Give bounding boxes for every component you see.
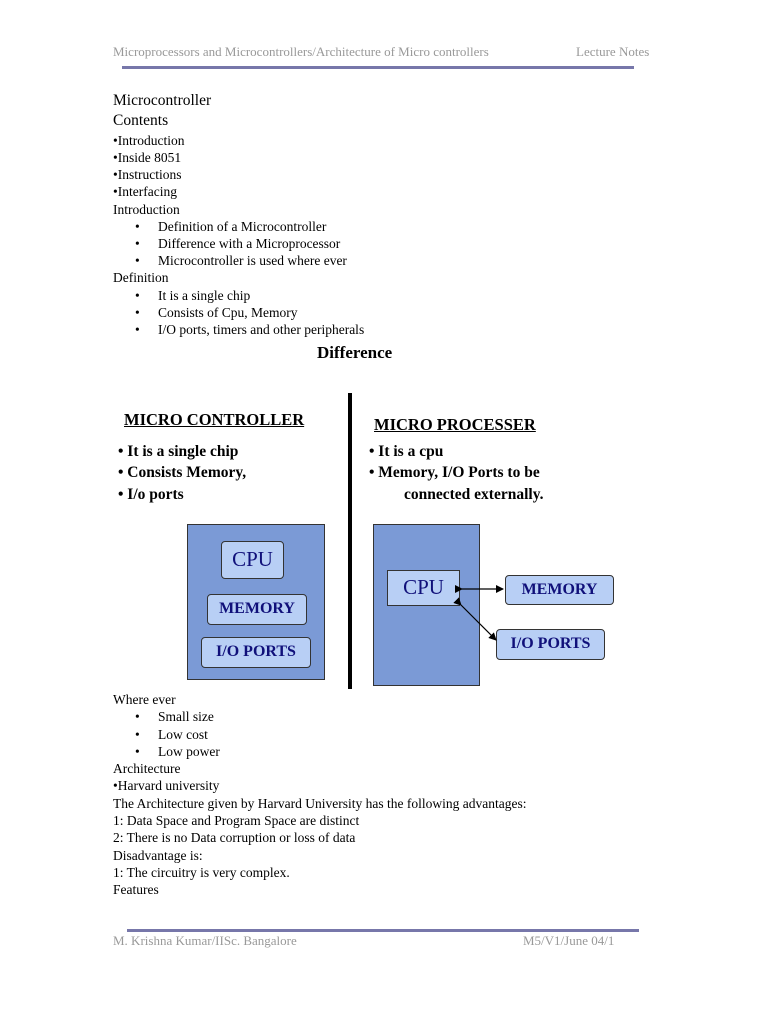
intro-item: • Difference with a Microprocessor [135,236,341,251]
contents-item: •Instructions [113,167,182,182]
intro-item: • Definition of a Microcontroller [135,219,327,234]
processer-point: • It is a cpu [369,443,444,460]
architecture-heading: Architecture [113,761,181,776]
processer-point: • Memory, I/O Ports to be [369,464,540,481]
micro-processer-title: MICRO PROCESSER [374,415,536,434]
controller-point: • It is a single chip [118,443,239,460]
controller-memory-box: MEMORY [207,594,307,625]
whereever-item: • Low cost [135,727,208,742]
footer-rule [127,929,639,932]
architecture-line: The Architecture given by Harvard University has the following advantages: [113,796,527,811]
external-memory-box: MEMORY [505,575,614,605]
processer-cpu-box: CPU [387,570,460,606]
external-io-ports-box: I/O PORTS [496,629,605,660]
whereever-item: • Low power [135,744,220,759]
controller-io-ports-box: I/O PORTS [201,637,311,668]
document-title: Microcontroller [113,92,212,109]
intro-heading: Introduction [113,202,180,217]
intro-item: • Microcontroller is used where ever [135,253,347,268]
architecture-line: Disadvantage is: [113,848,203,863]
controller-point: • Consists Memory, [118,464,247,481]
controller-cpu-box: CPU [221,541,284,579]
whereever-heading: Where ever [113,692,176,707]
footer-author: M. Krishna Kumar/IISc. Bangalore [113,933,297,948]
architecture-line: •Harvard university [113,778,220,793]
architecture-line: 1: Data Space and Program Space are distinct [113,813,360,828]
contents-item: •Interfacing [113,184,177,199]
contents-heading: Contents [113,112,169,129]
definition-item: • It is a single chip [135,288,251,303]
header-lecture-notes: Lecture Notes [576,44,650,59]
definition-item: • I/O ports, timers and other peripherals [135,322,365,337]
micro-controller-title: MICRO CONTROLLER [124,410,305,429]
whereever-item: • Small size [135,709,214,724]
definition-item: • Consists of Cpu, Memory [135,305,298,320]
footer-page-id: M5/V1/June 04/1 [523,933,615,948]
cpu-io-arrow [461,605,496,640]
architecture-line: 1: The circuitry is very complex. [113,865,290,880]
diagram-title: Difference [317,343,393,362]
architecture-line: Features [113,882,159,897]
processer-point: connected externally. [404,486,544,503]
architecture-line: 2: There is no Data corruption or loss of data [113,830,356,845]
controller-point: • I/o ports [118,486,184,503]
definition-heading: Definition [113,270,169,285]
header-title: Microprocessors and Microcontrollers/Architecture of Micro controllers [113,44,489,59]
contents-item: •Inside 8051 [113,150,182,165]
contents-item: •Introduction [113,133,185,148]
